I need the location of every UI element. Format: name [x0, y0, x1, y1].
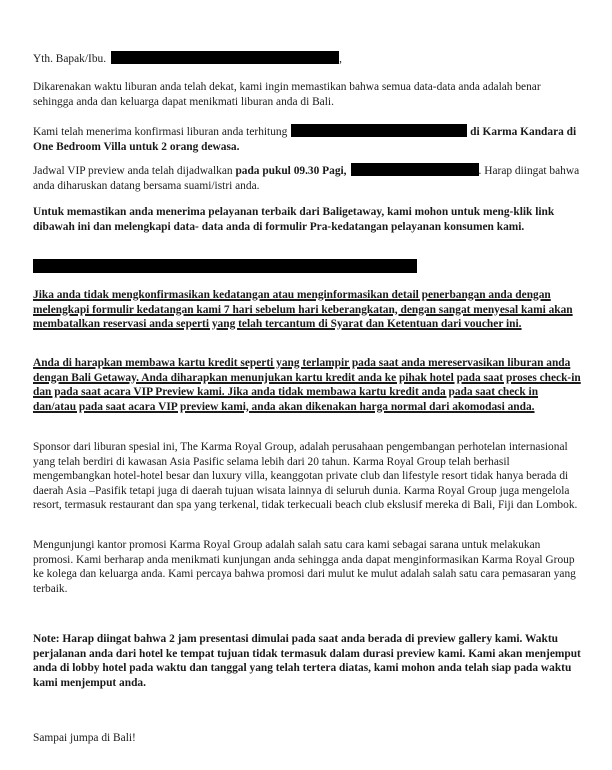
redacted-link [33, 259, 417, 273]
schedule-paragraph [33, 163, 581, 193]
form-request-paragraph: Untuk memastikan anda menerima pelayanan terbaik dari Baligetaway, kami mohon untuk meng-klik link dibawah ini dan melengkapi data- data anda di formulir Pra-kedatangan pelayanan konsumen kami. [33, 206, 555, 233]
promotion-paragraph: Mengunjungi kantor promosi Karma Royal Group adalah salah satu cara kami sebagai sarana untuk melakukan promosi. Kami berharap anda menikmati kunjungan anda sehingga anda dapat menginformasikan Karma Royal Group ke kolega dan keluarga anda. Kami percaya bahwa promosi dari mulut ke mulut adalah salah satu cara pemasaran yang terbaik. [33, 539, 576, 595]
confirmation-paragraph [33, 124, 581, 154]
schedule-tail: . Harap diingat bahwa anda diharuskan datang bersama suami/istri anda. [33, 165, 580, 192]
confirmation-villa: di Karma Kandara di One Bedroom Villa untuk 2 orang dewasa. [33, 126, 577, 153]
greeting-salutation: Yth. Bapak/Ibu. [33, 53, 107, 65]
greeting-comma: , [339, 53, 342, 65]
note-paragraph: Note: Harap diingat bahwa 2 jam presentasi dimulai pada saat anda berada di preview gallery kami. Waktu perjalanan anda dari hotel ke tempat tujuan tidak termasuk dalam durasi preview kami. Kami akan menjemput anda di lobby hotel pada waktu dan tanggal yang telah tertera diatas, kami mohon anda telah siap pada waktu kami menjemput anda. [33, 633, 581, 689]
redacted-name [111, 51, 339, 64]
credit-card-notice: Anda di harapkan membawa kartu kredit seperti yang terlampir pada saat anda mereservasikan liburan anda dengan Bali Getaway. Anda diharapkan menunjukan kartu kredit anda ke pihak hotel pada saat proses check-in dan pada saat acara VIP Preview kami. Jika anda tidak membawa kartu kredit anda pada saat check in dan/atau pada saat acara VIP preview kami, anda akan dikenakan harga normal dari akomodasi anda. [33, 357, 581, 413]
schedule-time: pada pukul 09.30 Pagi, [235, 165, 347, 177]
confirmation-lead: Kami telah menerima konfirmasi liburan anda terhitung [33, 126, 288, 138]
schedule-lead: Jadwal VIP preview anda telah dijadwalkan [33, 165, 236, 177]
redacted-dates [291, 124, 467, 137]
sponsor-paragraph: Sponsor dari liburan spesial ini, The Karma Royal Group, adalah perusahaan pengembangan perhotelan internasional yang telah berdiri di kawasan Asia Pasific selama lebih dari 20 tahun. Karma Royal Group telah berhasil mengembangkan hotel-hotel besar dan luxury villa, keanggotan private club dan lifestyle resort tidak hanya berada di daerah Asia –Pasifik tetapi juga di daerah tujuan wisata lainnya di seluruh dunia. Karma Royal Group juga mengelola resort, termasuk restaurant dan spa yang terkenal, tidak terkecuali beach club ekslusif mereka di Bali, Fiji dan Lombok. [33, 441, 578, 512]
closing-line: Sampai jumpa di Bali! [33, 732, 136, 744]
cancellation-warning: Jika anda tidak mengkonfirmasikan kedatangan atau menginformasikan detail penerbangan anda dengan melengkapi formulir kedatangan kami 7 hari sebelum hari keberangkatan, dengan sangat menyesal kami akan membatalkan reservasi anda seperti yang telah tercantum di Syarat dan Ketentuan dari voucher ini. [33, 289, 573, 331]
intro-paragraph: Dikarenakan waktu liburan anda telah dekat, kami ingin memastikan bahwa semua data-data anda adalah benar sehingga anda dan keluarga dapat menikmati liburan anda di Bali. [33, 81, 541, 108]
greeting [33, 51, 581, 67]
redacted-date [351, 163, 479, 176]
